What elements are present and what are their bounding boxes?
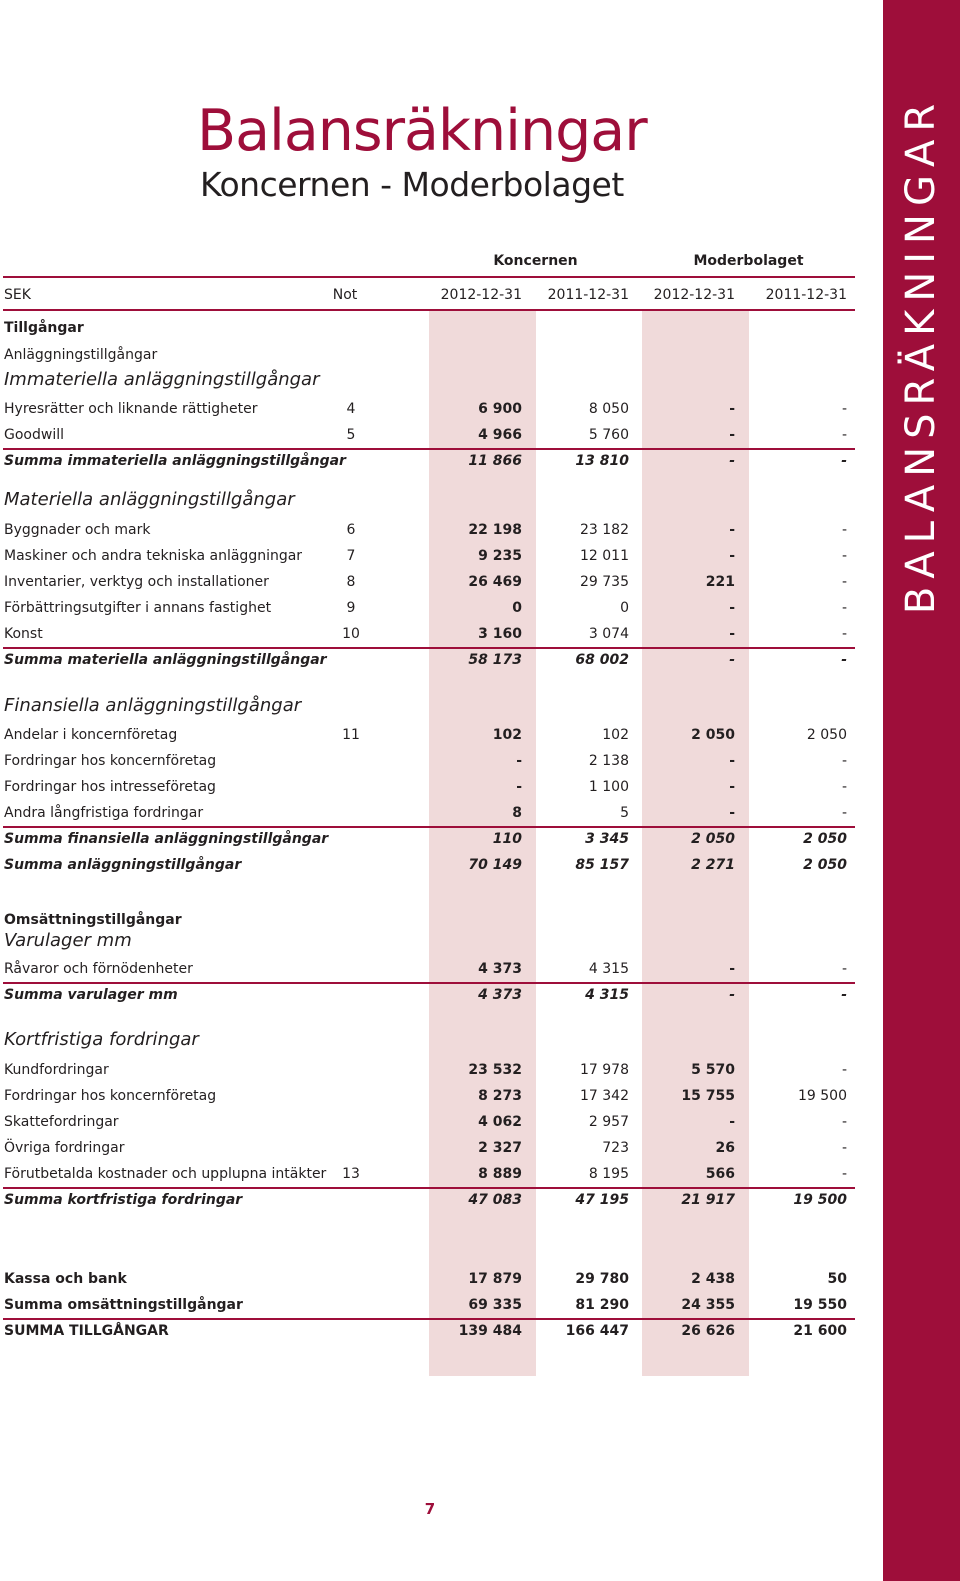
row-value-4: -: [841, 961, 847, 977]
row-label: Skattefordringar: [4, 1114, 119, 1130]
row-value-1: 8 889: [478, 1166, 522, 1182]
row-value-4: -: [841, 574, 847, 590]
row-value-1: -: [516, 779, 522, 795]
section-caption-tillgangar: Tillgångar: [4, 320, 84, 336]
row-value-1: 9 235: [478, 548, 522, 564]
row-not: 8: [346, 574, 356, 590]
row-value-4: 21 600: [793, 1323, 847, 1339]
group-heading-koncernen: Koncernen: [493, 253, 578, 269]
table-row: [0, 1161, 860, 1187]
row-label: Inventarier, verktyg och installationer: [4, 574, 269, 590]
row-value-4: -: [841, 453, 847, 469]
row-value-1: 0: [512, 600, 522, 616]
row-value-2: 29 780: [575, 1271, 629, 1287]
row-value-3: -: [729, 600, 735, 616]
table-row: [0, 621, 860, 647]
table-row-sum: [0, 826, 860, 852]
section-caption-kortfristiga: Kortfristiga fordringar: [4, 1029, 199, 1050]
divider: [3, 276, 855, 278]
row-value-2: 3 345: [585, 831, 629, 847]
row-label: Andra långfristiga fordringar: [4, 805, 204, 821]
row-value-2: 81 290: [575, 1297, 629, 1313]
row-not: 13: [342, 1166, 360, 1182]
table-row: [0, 517, 860, 543]
row-value-2: 47 195: [575, 1192, 629, 1208]
row-value-4: -: [841, 779, 847, 795]
row-label: Maskiner och andra tekniska anläggningar: [4, 548, 303, 564]
row-value-2: 2 138: [588, 753, 629, 769]
row-value-3: -: [729, 961, 735, 977]
table-row: [0, 800, 860, 826]
header-label: SEK: [4, 287, 31, 303]
row-value-3: -: [729, 987, 735, 1003]
row-value-3: -: [729, 548, 735, 564]
row-value-3: -: [729, 779, 735, 795]
row-value-3: 26 626: [681, 1323, 735, 1339]
row-value-1: 58 173: [468, 652, 522, 668]
row-value-1: 26 469: [468, 574, 522, 590]
row-label: Summa varulager mm: [4, 987, 178, 1003]
row-value-4: 19 500: [798, 1088, 847, 1104]
row-value-1: 11 866: [468, 453, 522, 469]
row-value-1: 70 149: [468, 857, 522, 873]
table-row: [0, 722, 860, 748]
row-value-2: 0: [620, 600, 629, 616]
row-value-2: 723: [602, 1140, 629, 1156]
row-value-1: 2 327: [478, 1140, 522, 1156]
row-label: Summa kortfristiga fordringar: [4, 1192, 243, 1208]
header-col-4: 2011-12-31: [765, 287, 847, 303]
section-caption-anlaggningstillgangar: Anläggningstillgångar: [4, 347, 158, 363]
row-value-2: 12 011: [580, 548, 629, 564]
row-label: Summa omsättningstillgångar: [4, 1297, 243, 1313]
row-label: Övriga fordringar: [4, 1140, 125, 1156]
row-value-2: 85 157: [575, 857, 629, 873]
row-value-1: 22 198: [468, 522, 522, 538]
row-label: SUMMA TILLGÅNGAR: [4, 1323, 169, 1339]
row-value-3: -: [729, 401, 735, 417]
row-not: 9: [346, 600, 356, 616]
row-value-1: 4 373: [478, 961, 522, 977]
row-label: Summa finansiella anläggningstillgångar: [4, 831, 329, 847]
row-label: Goodwill: [4, 427, 64, 443]
row-value-3: 566: [705, 1166, 735, 1182]
row-value-3: 2 271: [691, 857, 735, 873]
table-row-total: [0, 1318, 860, 1344]
table-row-sum: [0, 852, 860, 878]
row-value-1: 8: [512, 805, 522, 821]
row-value-3: 2 050: [691, 831, 735, 847]
row-value-4: -: [841, 522, 847, 538]
row-value-1: 4 966: [478, 427, 522, 443]
row-value-2: 2 957: [588, 1114, 629, 1130]
row-label: Fordringar hos koncernföretag: [4, 753, 217, 769]
row-value-1: 69 335: [468, 1297, 522, 1313]
row-value-4: -: [841, 548, 847, 564]
section-caption-varulager: Varulager mm: [4, 930, 132, 951]
header-col-3: 2012-12-31: [653, 287, 735, 303]
section-caption-finansiella: Finansiella anläggningstillgångar: [4, 695, 302, 716]
row-label: Kassa och bank: [4, 1271, 127, 1287]
row-value-3: -: [729, 522, 735, 538]
row-value-4: 19 550: [793, 1297, 847, 1313]
section-caption-omsattningstillgangar: Omsättningstillgångar: [4, 912, 182, 928]
row-value-2: 23 182: [580, 522, 629, 538]
section-caption-immateriella: Immateriella anläggningstillgångar: [4, 369, 320, 390]
row-value-4: 2 050: [806, 727, 847, 743]
row-value-3: -: [729, 805, 735, 821]
table-row: [0, 1083, 860, 1109]
row-value-1: 110: [492, 831, 522, 847]
table-row-sum: [0, 647, 860, 673]
row-value-4: 2 050: [803, 831, 847, 847]
row-value-2: 17 342: [580, 1088, 629, 1104]
row-value-2: 3 074: [588, 626, 629, 642]
row-value-4: 19 500: [793, 1192, 847, 1208]
row-value-1: 47 083: [468, 1192, 522, 1208]
row-value-3: -: [729, 626, 735, 642]
row-value-2: 4 315: [585, 987, 629, 1003]
table-row-sum: [0, 1292, 860, 1318]
header-col-2: 2011-12-31: [547, 287, 629, 303]
row-value-1: 4 373: [478, 987, 522, 1003]
row-value-3: -: [729, 453, 735, 469]
row-value-3: 24 355: [681, 1297, 735, 1313]
table-row: [0, 1057, 860, 1083]
sidebar-title: BALANSRÄKNINGAR: [898, 95, 944, 615]
row-label: Summa materiella anläggningstillgångar: [4, 652, 327, 668]
row-value-2: 1 100: [588, 779, 629, 795]
table-row-sum: [0, 448, 860, 474]
row-value-3: 5 570: [691, 1062, 735, 1078]
row-value-1: 3 160: [478, 626, 522, 642]
row-value-1: 4 062: [478, 1114, 522, 1130]
column-header-row: [0, 282, 860, 308]
row-label: Summa immateriella anläggningstillgångar: [4, 453, 346, 469]
row-label: Kundfordringar: [4, 1062, 109, 1078]
row-value-2: 29 735: [580, 574, 629, 590]
row-label: Fordringar hos intresseföretag: [4, 779, 216, 795]
row-value-1: -: [516, 753, 522, 769]
row-not: 4: [346, 401, 356, 417]
row-label: Fordringar hos koncernföretag: [4, 1088, 217, 1104]
row-not: 7: [346, 548, 356, 564]
row-value-4: -: [841, 1166, 847, 1182]
row-label: Hyresrätter och liknande rättigheter: [4, 401, 258, 417]
table-row: [0, 396, 860, 422]
table-row: [0, 543, 860, 569]
row-value-2: 8 050: [588, 401, 629, 417]
row-value-3: 221: [705, 574, 735, 590]
row-value-3: 26: [715, 1140, 735, 1156]
table-row: [0, 956, 860, 982]
row-not: 5: [346, 427, 356, 443]
row-value-4: -: [841, 652, 847, 668]
row-value-1: 17 879: [468, 1271, 522, 1287]
page-title: Balansräkningar: [197, 98, 647, 164]
row-value-2: 102: [602, 727, 629, 743]
table-row: [0, 1266, 860, 1292]
row-value-2: 5: [620, 805, 629, 821]
row-value-4: -: [841, 427, 847, 443]
row-value-1: 6 900: [478, 401, 522, 417]
row-value-1: 8 273: [478, 1088, 522, 1104]
row-value-1: 23 532: [468, 1062, 522, 1078]
section-caption-materiella: Materiella anläggningstillgångar: [4, 489, 295, 510]
row-value-4: -: [841, 1114, 847, 1130]
row-label: Andelar i koncernföretag: [4, 727, 178, 743]
row-value-1: 102: [492, 727, 522, 743]
table-row-sum: [0, 1187, 860, 1213]
row-value-4: -: [841, 401, 847, 417]
table-row-sum: [0, 982, 860, 1008]
row-value-3: 21 917: [681, 1192, 735, 1208]
row-not: 6: [346, 522, 356, 538]
table-row: [0, 774, 860, 800]
row-label: Byggnader och mark: [4, 522, 151, 538]
row-value-2: 4 315: [588, 961, 629, 977]
header-not: Not: [332, 287, 358, 303]
row-label: Råvaror och förnödenheter: [4, 961, 193, 977]
row-value-4: 50: [827, 1271, 847, 1287]
row-value-3: -: [729, 753, 735, 769]
row-value-3: 2 050: [691, 727, 735, 743]
table-row: [0, 1109, 860, 1135]
row-value-4: -: [841, 805, 847, 821]
row-value-4: -: [841, 987, 847, 1003]
row-value-4: -: [841, 1140, 847, 1156]
row-value-2: 8 195: [588, 1166, 629, 1182]
page-subtitle: Koncernen - Moderbolaget: [200, 165, 624, 204]
row-value-2: 13 810: [575, 453, 629, 469]
row-value-2: 166 447: [565, 1323, 629, 1339]
row-not: 10: [342, 626, 360, 642]
page-number: 7: [424, 1500, 436, 1518]
row-value-4: -: [841, 626, 847, 642]
row-value-1: 139 484: [458, 1323, 522, 1339]
row-value-3: -: [729, 427, 735, 443]
row-label: Konst: [4, 626, 43, 642]
row-label: Summa anläggningstillgångar: [4, 857, 242, 873]
row-value-4: -: [841, 1062, 847, 1078]
row-value-2: 17 978: [580, 1062, 629, 1078]
row-value-4: 2 050: [803, 857, 847, 873]
row-value-3: 15 755: [681, 1088, 735, 1104]
group-heading-moderbolaget: Moderbolaget: [693, 253, 804, 269]
row-value-2: 68 002: [575, 652, 629, 668]
table-row: [0, 1135, 860, 1161]
header-col-1: 2012-12-31: [440, 287, 522, 303]
table-row: [0, 595, 860, 621]
table-row: [0, 569, 860, 595]
row-value-3: -: [729, 1114, 735, 1130]
row-not: 11: [342, 727, 360, 743]
table-row: [0, 422, 860, 448]
row-value-2: 5 760: [588, 427, 629, 443]
row-value-4: -: [841, 753, 847, 769]
divider: [3, 309, 855, 311]
row-value-3: -: [729, 652, 735, 668]
row-value-3: 2 438: [691, 1271, 735, 1287]
row-label: Förutbetalda kostnader och upplupna intäkter: [4, 1166, 327, 1182]
row-label: Förbättringsutgifter i annans fastighet: [4, 600, 272, 616]
table-row: [0, 748, 860, 774]
row-value-4: -: [841, 600, 847, 616]
